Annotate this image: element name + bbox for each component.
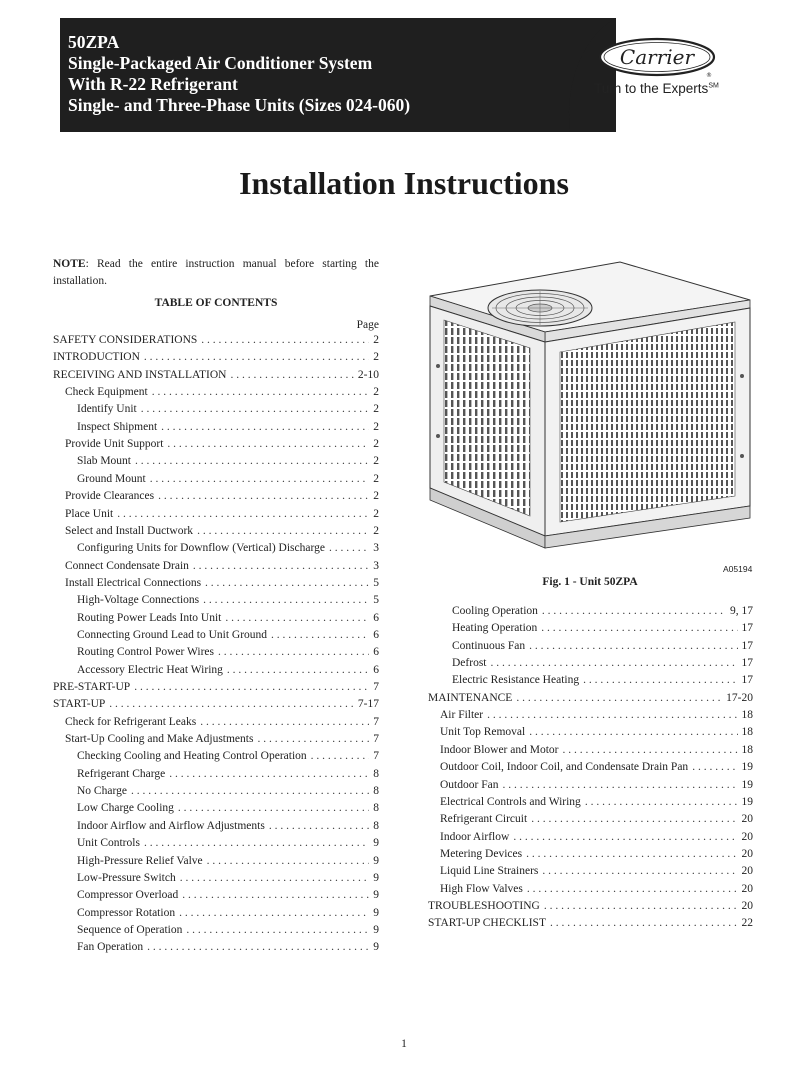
toc-entry-page: 2 — [373, 386, 379, 399]
toc-entry-label: High Flow Valves — [440, 882, 523, 895]
toc-entry-label: Select and Install Ductwork — [65, 524, 194, 537]
toc-entry-label: Unit Top Removal — [440, 726, 526, 739]
toc-entry — [65, 716, 379, 733]
toc-entry-label: Electric Resistance Heating — [452, 674, 580, 687]
toc-dot-leader — [200, 716, 369, 728]
toc-dot-leader — [225, 612, 369, 624]
toc-dot-leader — [207, 855, 370, 867]
toc-entry-label: Air Filter — [440, 709, 484, 722]
toc-entry-label: Metering Devices — [440, 847, 523, 860]
page-number: 1 — [401, 1038, 407, 1050]
toc-entry-label: Defrost — [452, 657, 487, 670]
toc-entry-page: 7-17 — [357, 698, 379, 711]
toc-entry-page: 9 — [373, 941, 379, 954]
toc-entry — [440, 744, 753, 761]
toc-entry-label: Refrigerant Circuit — [440, 813, 528, 826]
toc-page-header: Page — [356, 319, 379, 331]
toc-entry-label: TROUBLESHOOTING — [428, 899, 540, 912]
toc-entry-page: 2 — [373, 524, 379, 537]
toc-entry — [452, 674, 753, 691]
toc-entry-page: 7 — [373, 715, 379, 728]
toc-dot-leader — [529, 726, 737, 738]
toc-entry — [77, 889, 379, 906]
toc-entry — [53, 369, 379, 386]
toc-entry — [77, 855, 379, 872]
toc-entry-label: RECEIVING AND INSTALLATION — [53, 368, 227, 381]
toc-dot-leader — [550, 917, 738, 929]
toc-entry-page: 2 — [373, 351, 379, 364]
toc-dot-leader — [585, 796, 738, 808]
toc-dot-leader — [109, 698, 354, 710]
toc-entry — [53, 698, 379, 715]
toc-entry-page: 2 — [373, 438, 379, 451]
toc-dot-leader — [544, 900, 738, 912]
toc-entry — [65, 577, 379, 594]
toc-entry-label: Outdoor Fan — [440, 778, 499, 791]
toc-entry-page: 2 — [373, 490, 379, 503]
toc-entry-page: 2 — [373, 507, 379, 520]
toc-dot-leader — [563, 744, 738, 756]
toc-entry-label: Check Equipment — [65, 386, 148, 399]
toc-entry — [77, 421, 379, 438]
toc-entry — [440, 848, 753, 865]
toc-entry-page: 19 — [741, 761, 753, 774]
toc-dot-leader — [131, 785, 369, 797]
toc-entry — [440, 883, 753, 900]
toc-entry — [77, 594, 379, 611]
toc-entry-page: 2 — [373, 455, 379, 468]
toc-entry-label: Fan Operation — [77, 941, 144, 954]
toc-dot-leader — [529, 640, 737, 652]
toc-entry-label: Unit Controls — [77, 837, 140, 850]
toc-dot-leader — [269, 820, 369, 832]
toc-entry — [77, 802, 379, 819]
toc-entry-page: 7 — [373, 750, 379, 763]
toc-entry — [428, 692, 753, 709]
toc-entry-page: 20 — [741, 899, 753, 912]
toc-dot-leader — [542, 605, 726, 617]
toc-dot-leader — [193, 560, 369, 572]
toc-entry-page: 17 — [741, 657, 753, 670]
toc-dot-leader — [257, 733, 369, 745]
toc-entry-page: 2 — [373, 472, 379, 485]
toc-dot-leader — [531, 813, 737, 825]
toc-entry-label: Start-Up Cooling and Make Adjustments — [65, 733, 254, 746]
toc-entry-label: High-Pressure Relief Valve — [77, 854, 203, 867]
toc-entry — [428, 900, 753, 917]
toc-dot-leader — [583, 674, 737, 686]
toc-dot-leader — [487, 709, 737, 721]
toc-entry — [65, 525, 379, 542]
toc-entry-page: 3 — [373, 559, 379, 572]
svg-text:Carrier: Carrier — [619, 45, 695, 69]
toc-entry-label: Provide Unit Support — [65, 438, 164, 451]
toc-entry-label: MAINTENANCE — [428, 691, 513, 704]
toc-dot-leader — [144, 837, 369, 849]
toc-entry-label: Liquid Line Strainers — [440, 865, 539, 878]
toc-dot-leader — [542, 865, 737, 877]
toc-entry-page: 9, 17 — [730, 605, 753, 617]
toc-dot-leader — [527, 883, 738, 895]
toc-entry-label: Routing Power Leads Into Unit — [77, 611, 222, 624]
toc-entry-page: 20 — [741, 865, 753, 878]
toc-dot-leader — [541, 622, 737, 634]
toc-entry-label: Routing Control Power Wires — [77, 646, 215, 659]
toc-dot-leader — [311, 750, 370, 762]
toc-entry — [452, 622, 753, 639]
toc-entry — [65, 733, 379, 750]
toc-dot-leader — [230, 369, 353, 381]
toc-dot-leader — [271, 629, 369, 641]
toc-dot-leader — [135, 455, 369, 467]
toc-entry — [53, 681, 379, 698]
toc-dot-leader — [117, 508, 369, 520]
toc-entry-label: START-UP CHECKLIST — [428, 917, 546, 930]
toc-entry-page: 18 — [741, 743, 753, 756]
toc-entry-page: 9 — [373, 837, 379, 850]
toc-entry — [452, 657, 753, 674]
toc-dot-leader — [152, 386, 370, 398]
toc-entry-label: Compressor Rotation — [77, 906, 176, 919]
carrier-logo — [597, 36, 717, 78]
toc-entry — [440, 796, 753, 813]
toc-entry — [440, 831, 753, 848]
toc-entry-page: 2 — [373, 420, 379, 433]
toc-dot-leader — [227, 664, 369, 676]
toc-entry — [77, 664, 379, 681]
toc-entry-page: 2 — [373, 403, 379, 416]
refrigerant-line: With R-22 Refrigerant — [68, 74, 238, 94]
toc-entry — [452, 640, 753, 657]
unit-sizes-line: Single- and Three-Phase Units (Sizes 024-060) — [68, 95, 411, 115]
toc-entry — [77, 542, 379, 559]
toc-entry — [77, 924, 379, 941]
toc-entry — [452, 605, 753, 622]
toc-entry — [77, 837, 379, 854]
toc-entry — [440, 709, 753, 726]
unit-illustration — [420, 256, 760, 556]
toc-entry-label: Connecting Ground Lead to Unit Ground — [77, 628, 268, 641]
toc-entry — [77, 907, 379, 924]
toc-entry-page: 5 — [373, 594, 379, 607]
toc-entry-label: High-Voltage Connections — [77, 594, 200, 607]
toc-entry — [53, 334, 379, 351]
toc-dot-leader — [150, 473, 370, 485]
toc-entry — [77, 750, 379, 767]
toc-entry-page: 5 — [373, 576, 379, 589]
toc-entry-page: 22 — [741, 917, 753, 930]
model-number: 50ZPA — [68, 32, 120, 52]
toc-entry-page: 6 — [373, 663, 379, 676]
toc-entry-label: Check for Refrigerant Leaks — [65, 715, 197, 728]
toc-entry-page: 9 — [373, 923, 379, 936]
toc-dot-leader — [197, 525, 369, 537]
toc-entry — [53, 351, 379, 368]
toc-entry-page: 17 — [741, 674, 753, 687]
toc-dot-leader — [178, 802, 369, 814]
toc-entry — [65, 386, 379, 403]
toc-entry — [440, 761, 753, 778]
header-banner — [60, 18, 616, 132]
toc-dot-leader — [218, 646, 369, 658]
toc-entry-label: Electrical Controls and Wiring — [440, 795, 581, 808]
toc-dot-leader — [167, 438, 369, 450]
toc-entry-label: Indoor Airflow — [440, 830, 510, 843]
toc-entry — [65, 438, 379, 455]
toc-entry-page: 17 — [741, 622, 753, 635]
note-paragraph — [53, 256, 379, 290]
toc-dot-leader — [201, 334, 369, 346]
toc-entry-label: INTRODUCTION — [53, 351, 140, 364]
toc-entry — [440, 726, 753, 743]
toc-entry-label: Low-Pressure Switch — [77, 871, 176, 884]
toc-entry-page: 8 — [373, 802, 379, 815]
toc-entry-label: Refrigerant Charge — [77, 767, 166, 780]
toc-entry-page: 9 — [373, 854, 379, 867]
toc-entry-page: 2-10 — [357, 368, 379, 381]
toc-entry-label: Accessory Electric Heat Wiring — [77, 663, 223, 676]
figure-code: A05194 — [723, 564, 753, 574]
toc-dot-leader — [158, 490, 369, 502]
toc-entry-page: 6 — [373, 628, 379, 641]
toc-entry-page: 17 — [741, 639, 753, 652]
figure-caption: Fig. 1 - Unit 50ZPA — [542, 576, 638, 588]
toc-entry-page: 20 — [741, 830, 753, 843]
toc-entry — [65, 490, 379, 507]
toc-entry-page: 8 — [373, 785, 379, 798]
svg-text:®: ® — [706, 72, 712, 78]
toc-entry — [65, 560, 379, 577]
toc-entry — [77, 646, 379, 663]
toc-dot-leader — [186, 924, 369, 936]
note-label: NOTE — [53, 258, 86, 270]
toc-dot-leader — [329, 542, 369, 554]
toc-entry-page: 9 — [373, 871, 379, 884]
toc-entry-page: 7 — [373, 681, 379, 693]
toc-dot-leader — [182, 889, 369, 901]
toc-entry — [77, 820, 379, 837]
toc-entry-page: 19 — [741, 795, 753, 808]
toc-entry-page: 17-20 — [726, 691, 753, 704]
toc-dot-leader — [180, 872, 370, 884]
toc-entry-label: Sequence of Operation — [77, 923, 183, 936]
toc-entry-page: 19 — [741, 778, 753, 791]
toc-entry-label: Indoor Blower and Motor — [440, 743, 559, 756]
toc-dot-leader — [179, 907, 369, 919]
toc-entry-page: 6 — [373, 646, 379, 659]
toc-entry — [77, 612, 379, 629]
toc-entry-page: 9 — [373, 889, 379, 902]
toc-dot-leader — [516, 692, 722, 704]
toc-entry-label: Provide Clearances — [65, 490, 155, 503]
toc-entry — [440, 865, 753, 882]
toc-entry — [77, 941, 379, 958]
toc-entry-page: 8 — [373, 819, 379, 832]
service-mark: SM — [708, 82, 719, 90]
toc-entry-page: 6 — [373, 611, 379, 624]
toc-entry-page: 20 — [741, 813, 753, 826]
toc-dot-leader — [144, 351, 369, 363]
toc-entry-label: Place Unit — [65, 507, 114, 520]
toc-entry-page: 18 — [741, 726, 753, 739]
product-description: Single-Packaged Air Conditioner System — [68, 53, 373, 73]
toc-entry-page: 18 — [741, 709, 753, 722]
toc-entry — [77, 403, 379, 420]
toc-entry-label: Ground Mount — [77, 472, 146, 485]
toc-entry-page: 9 — [373, 906, 379, 919]
note-text: : Read the entire instruction manual before starting the installation. — [53, 258, 379, 287]
toc-entry — [77, 473, 379, 490]
toc-entry-label: Checking Cooling and Heating Control Operation — [77, 750, 307, 763]
toc-entry — [65, 508, 379, 525]
toc-entry — [77, 629, 379, 646]
toc-entry-page: 2 — [373, 334, 379, 346]
toc-dot-leader — [147, 941, 369, 953]
toc-entry-label: No Charge — [77, 785, 127, 798]
toc-entry-label: Outdoor Coil, Indoor Coil, and Condensate Drain Pan — [440, 761, 689, 774]
toc-dot-leader — [502, 779, 737, 791]
toc-dot-leader — [692, 761, 737, 773]
toc-entry — [440, 813, 753, 830]
toc-dot-leader — [491, 657, 738, 669]
toc-entry-label: Low Charge Cooling — [77, 802, 174, 815]
toc-entry — [440, 779, 753, 796]
toc-dot-leader — [526, 848, 737, 860]
toc-entry-label: Identify Unit — [77, 403, 137, 416]
toc-entry-page: 20 — [741, 847, 753, 860]
toc-entry — [428, 917, 753, 934]
toc-dot-leader — [161, 421, 369, 433]
brand-tagline: Turn to the Experts℠ — [594, 81, 719, 96]
toc-title: TABLE OF CONTENTS — [154, 297, 278, 309]
toc-entry-page: 7 — [373, 733, 379, 746]
toc-dot-leader — [205, 577, 369, 589]
toc-entry-page: 8 — [373, 767, 379, 780]
toc-entry-label: Install Electrical Connections — [65, 576, 202, 589]
toc-entry — [77, 768, 379, 785]
toc-entry-label: Cooling Operation — [452, 605, 538, 617]
banner-text — [68, 32, 410, 116]
toc-entry-label: Connect Condensate Drain — [65, 559, 189, 572]
toc-entry-label: START-UP — [53, 698, 106, 711]
toc-entry-label: Compressor Overload — [77, 889, 179, 902]
toc-dot-leader — [169, 768, 369, 780]
toc-entry-label: Slab Mount — [77, 455, 131, 468]
toc-entry-page: 3 — [373, 542, 379, 555]
toc-entry — [77, 872, 379, 889]
toc-entry — [77, 785, 379, 802]
toc-entry-label: Configuring Units for Downflow (Vertical) Discharge — [77, 542, 325, 555]
toc-dot-leader — [513, 831, 737, 843]
toc-dot-leader — [141, 403, 370, 415]
toc-entry — [77, 455, 379, 472]
toc-entry-label: SAFETY CONSIDERATIONS — [53, 334, 198, 346]
toc-entry-label: Continuous Fan — [452, 639, 526, 652]
toc-entry-label: PRE-START-UP — [53, 681, 131, 693]
toc-entry-label: Heating Operation — [452, 622, 538, 635]
page-title: Installation Instructions — [239, 165, 569, 201]
toc-entry-label: Indoor Airflow and Airflow Adjustments — [77, 819, 265, 832]
toc-dot-leader — [203, 594, 369, 606]
toc-entry-page: 20 — [741, 882, 753, 895]
toc-entry-label: Inspect Shipment — [77, 420, 158, 433]
toc-dot-leader — [134, 681, 369, 693]
